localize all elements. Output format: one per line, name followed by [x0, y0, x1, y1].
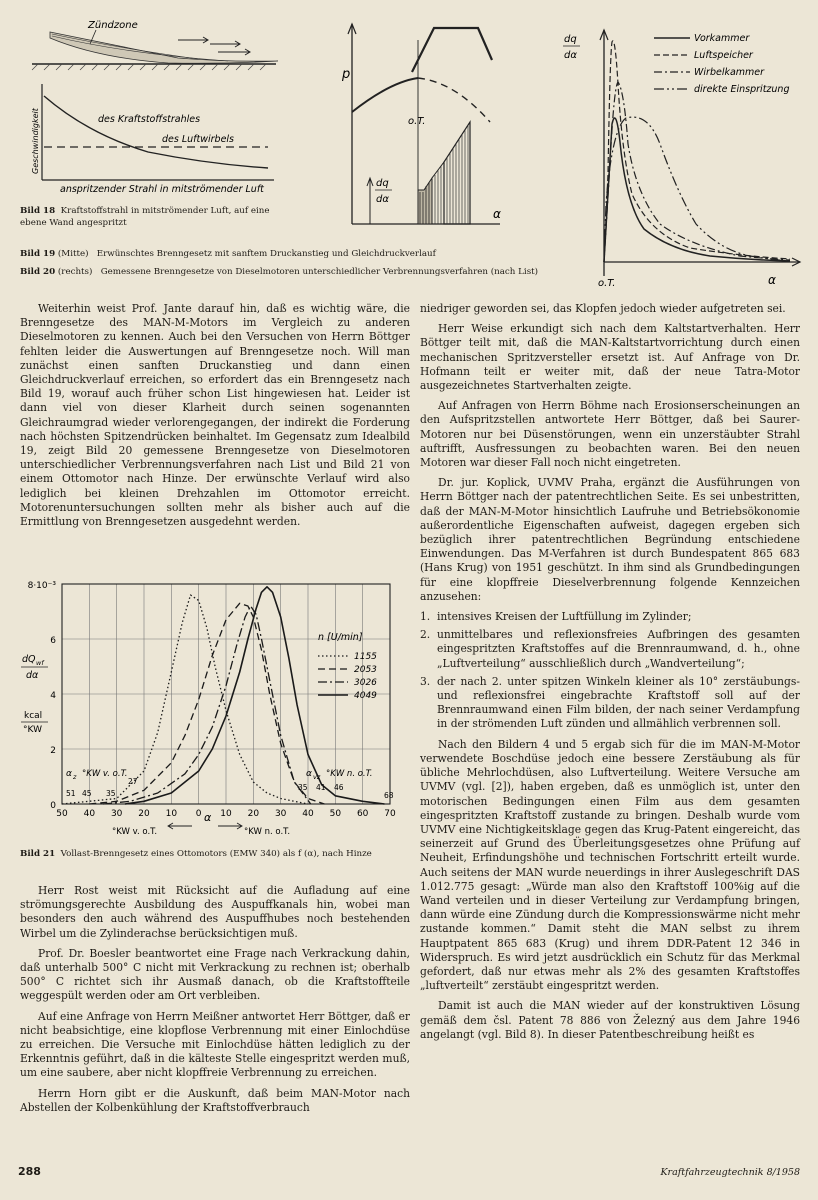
- list-text: der nach 2. unter spitzen Winkeln kleiner als 10° zerstäubungs- und reflexionsfrei eingebrachte Kraftstoff soll auf der Brennraumwand einen Film bilden, der nach seiner Verdampfung in der strömenden Luft zünden und allmählich verbrennen soll.: [437, 674, 800, 731]
- list-number: 2.: [420, 628, 431, 642]
- paragraph: Nach den Bildern 4 und 5 ergab sich für die im MAN-M-Motor verwendete Boschdüse jedoch eine bessere Zerstäubung als für übliche Mehrlochdüsen, also Luftverteilung. Weitere Versuche am UVMV (vgl. [2]), haben ergeben, daß es unmöglich ist, unter den motorischen Bedingungen einen Film aus dem gesamten eingespritzten Kraftstoff zustande zu bringen. Deshalb wurde vom UVMV eine Nichtigkeitsklage gegen das Krug-Patent eingereicht, das seinerzeit auf Grund des Überleitungsgesetzes ohne Prüfung auf Neuheit, Erfindungshöhe und technischen Fortschritt erteilt wurde. Auch seitens der MAN wurde neuerdings in ihrer Auslegeschrift DAS 1.012.775 gesagt: „Würde man also den Kraftstoff 100%ig auf die Wand verteilen und in dieser Verteilung zur Verdampfung bringen, dann würde eine Zündung durch die Kompressionswärme nicht mehr zustande kommen.“ Damit steht die MAN selbst zu ihrem Hauptpatent 865 683 (Krug) und ihrem DDR-Patent 12 346 in Widerspruch. Es wird jetzt ausdrücklich ein Schutz für das Merkmal gefordert, daß nur etwas mehr als 2% des gesamten Kraftstoffes „luftverteilt“ zerstäubt eingespritzt werden.: [420, 737, 800, 993]
- journal-footer: Kraftfahrzeugtechnik 8/1958: [660, 1167, 800, 1178]
- velocity-axis-label: Geschwindigkeit: [31, 108, 40, 174]
- yunit-kw: °KW: [23, 725, 42, 735]
- figure-20-caption: [20, 266, 580, 278]
- figure-18-caption: [20, 205, 295, 229]
- list-item: [420, 675, 800, 732]
- caption-number: Bild 21: [20, 849, 56, 859]
- legend-label: 4049: [354, 691, 377, 701]
- ylabel-da: dα: [26, 670, 39, 681]
- page-number: 288: [18, 1165, 41, 1178]
- legend-wirbelkammer: Wirbelkammer: [694, 67, 765, 78]
- da-label: dα: [376, 194, 389, 205]
- paragraph: Prof. Dr. Boesler beantwortet eine Frage nach Verkrackung dahin, daß unterhalb 500° C nicht mit Verkrackung zu rechnen ist; oberhalb 500° C richtet sich ihr Ausmaß danach, ob die Kraftstoffteile weggespült werden oder am Ort verbleiben.: [20, 946, 410, 1003]
- ot-label: o.T.: [598, 278, 616, 289]
- xlabel-left: °KW v. o.T.: [112, 827, 158, 837]
- x-tick-label: 40: [83, 809, 96, 819]
- series-line-3026: [103, 606, 311, 804]
- caption-position: (Mitte): [57, 249, 89, 259]
- x-tick-label: 50: [329, 809, 342, 819]
- jet-velocity-label: des Kraftstoffstrahles: [98, 114, 201, 125]
- y-tick-label: 0: [50, 801, 56, 811]
- paragraph: Herr Rost weist mit Rücksicht auf die Aufladung auf eine strömungsgerechte Ausbildung des Auspuffkanals hin, wobei man besonders den auch während des Auspuffhubes noch bestehenden Wirbel um die Zylinderachse berücksichtigen muß.: [20, 884, 410, 940]
- alpha-z-label: α: [66, 769, 72, 779]
- alpha-z-sub: z: [73, 773, 77, 781]
- paragraph: Damit ist auch die MAN wieder auf der konstruktiven Lösung gemäß dem čsl. Patent 78 886 von Železný aus dem Jahre 1946 angelangt (vgl. Bild 8). In dieser Patentbeschreibung heißt es: [420, 999, 800, 1041]
- xlabel-alpha: α: [204, 811, 212, 824]
- x-tick-label: 10: [165, 809, 178, 819]
- alpha-label: α: [493, 207, 501, 221]
- caption-text: Kraftstoffstrahl in mitströmender Luft, auf eine ebene Wand angespritzt: [20, 206, 270, 228]
- paragraph: Herrn Horn gibt er die Auskunft, daß beim MAN-Motor nach Abstellen der Kolbenkühlung der Kraftstoffverbrauch: [20, 1086, 410, 1114]
- pressure-label: p: [342, 67, 351, 82]
- caption-text: Erwünschtes Brenngesetz mit sanftem Druckanstieg und Gleichdruckverlauf: [96, 249, 436, 259]
- left-column-top: [20, 302, 410, 535]
- zuendzone-label: Zündzone: [88, 20, 138, 31]
- dq-label: dq: [564, 34, 577, 45]
- patent-criteria-list: [420, 610, 800, 732]
- figure-21: [18, 574, 410, 840]
- x-tick-label: 30: [110, 809, 123, 819]
- figure-18: [28, 14, 290, 198]
- list-number: 3.: [420, 674, 431, 688]
- ylabel-sub: wf: [36, 659, 44, 667]
- vortex-velocity-label: des Luftwirbels: [162, 134, 235, 145]
- legend-luftspeicher: Luftspeicher: [694, 50, 753, 61]
- paragraph: Auf Anfragen von Herrn Böhme nach Erosionserscheinungen an den Aufspritzstellen antwortete Herr Böttger, daß bei Saurer-Motoren nur bei Düsenstörungen, wenn ein unzerstäubter Strahl auftrifft, Ausfressungen zu beobachten waren. Bei den neuen Motoren war dieser Fall noch nicht eingetreten.: [420, 399, 800, 470]
- mark-27: 27: [128, 777, 138, 786]
- legend-label: 3026: [354, 678, 377, 688]
- y-tick-label: 2: [50, 746, 56, 756]
- mark-35: 35: [106, 789, 116, 798]
- x-tick-label: 20: [138, 809, 150, 819]
- paragraph: Herr Weise erkundigt sich nach dem Kaltstartverhalten. Herr Böttger teilt mit, daß die MAN-Kaltstartvorrichtung durch einen mechanischen Spritzversteller ersetzt ist. Auf Anfrage von Dr. Hofmann teilt er weiter mit, daß der neue Tatra-Motor ausgezeichnetes Startverhalten zeigte.: [420, 322, 800, 393]
- y-tick-label: 6: [50, 636, 56, 646]
- mark-r41: 41: [316, 783, 326, 792]
- yunit-kcal: kcal: [24, 711, 43, 721]
- legend-title: n [U/min]: [318, 632, 363, 643]
- alpha-vz-unit: °KW n. o.T.: [326, 769, 373, 779]
- list-text: unmittelbares und reflexionsfreies Aufbringen des gesamten eingespritzten Kraftstoffes auf die Brennraumwand, d. h., ohne „Luftverteilung“ ausschließlich durch „Wandverteilung“;: [437, 628, 800, 670]
- mark-45: 45: [82, 789, 92, 798]
- x-tick-label: 0: [195, 809, 202, 819]
- mark-r35: 35: [298, 783, 308, 792]
- list-text: intensives Kreisen der Luftfüllung im Zylinder;: [437, 610, 692, 624]
- alpha-label: α: [768, 273, 776, 287]
- paragraph: niedriger geworden sei, das Klopfen jedoch wieder aufgetreten sei.: [420, 302, 786, 315]
- caption-number: Bild 20: [20, 267, 56, 277]
- legend-vorkammer: Vorkammer: [694, 33, 750, 44]
- caption-text: Vollast-Brenngesetz eines Ottomotors (EMW 340) als f (α), nach Hinze: [60, 849, 372, 859]
- mark-51: 51: [66, 789, 76, 798]
- figure-19: [330, 12, 510, 232]
- ylabel-dq: dQ: [22, 654, 36, 665]
- x-tick-label: 30: [274, 809, 287, 819]
- mark-r68: 68: [384, 791, 394, 800]
- paragraph: Weiterhin weist Prof. Jante darauf hin, daß es wichtig wäre, die Brenngesetze des MAN-M-Motors im Vergleich zu anderen Dieselmotoren zu kennen. Auch bei den Versuchen von Herrn Böttger fehlten leider die Auswertungen auf Brenngesetze noch. Will man zunächst einen sanften Druckanstieg und dann einen Gleichdruckverlauf erreichen, so erfordert das ein Brenngesetz nach Bild 19, worauf auch früher schon List hingewiesen hat. Leider ist dann viel von dieser Klarheit durch seinen sogenannten Gleichraumgrad wieder verlorengegangen, der indirekt die Forderung nach höchsten Spitzendrücken beinhaltet. Im Gegensatz zum Idealbild 19, zeigt Bild 20 gemessene Brenngesetze von Dieselmotoren unterschiedlicher Verbrennungsverfahren nach List und Bild 21 von einem Ottomotor nach Hinze. Der erwünschte Verlauf wird also lediglich bei kleinen Drehzahlen im Ottomotor erreicht. Motorenuntersuchungen sollten mehr als bisher auch auf die Ermittlung von Brenngesetzen ausgedehnt werden.: [20, 302, 410, 529]
- da-label: dα: [564, 50, 577, 61]
- ot-label: o.T.: [408, 116, 426, 127]
- legend-label: 2053: [354, 665, 377, 675]
- alpha-vz-sub: vz: [313, 773, 321, 781]
- figure-21-caption: [20, 848, 410, 860]
- xlabel-right: °KW n. o.T.: [244, 827, 291, 837]
- caption-text: Gemessene Brenngesetze von Dieselmotoren unterschiedlicher Verbrennungsverfahren (nach List): [100, 267, 539, 277]
- y-tick-label: 4: [50, 691, 56, 701]
- caption-number: Bild 18: [20, 206, 56, 216]
- list-item: [420, 610, 800, 624]
- x-tick-label: 70: [384, 809, 396, 819]
- figure-20: [560, 24, 810, 290]
- figure-19-caption: [20, 248, 560, 260]
- dq-label: dq: [376, 178, 389, 189]
- left-column-bottom: [20, 884, 410, 1121]
- x-tick-label: 10: [220, 809, 232, 819]
- paragraph: Dr. jur. Koplick, UVMV Praha, ergänzt die Ausführungen von Herrn Böttger nach der patentrechtlichen Seite. Es sei unbestritten, daß der MAN-M-Motor hinsichtlich Laufruhe und Betriebsökonomie außerordentliche Eigenschaften aufweist, dagegen ergeben sich bezüglich ihrer patentrechtlichen Begründung entschiedene Einwendungen. Das M-Verfahren ist durch Bundespatent 865 683 (Hans Krug) von 1951 geschützt. In ihm sind als Grundbedingungen für eine klopffreie Dieselverbrennung folgende Kennzeichen anzusehen:: [420, 476, 800, 603]
- list-item: [420, 628, 800, 671]
- alpha-vz-label: α: [306, 769, 312, 779]
- x-tick-label: 20: [247, 809, 260, 819]
- fig18-graph-caption: anspritzender Strahl in mitströmender Luft: [60, 184, 264, 195]
- caption-number: Bild 19: [20, 249, 56, 259]
- legend-label: 1155: [354, 652, 377, 662]
- x-tick-label: 40: [302, 809, 314, 819]
- list-number: 1.: [420, 610, 431, 624]
- alpha-z-unit: °KW v. o.T.: [82, 769, 128, 779]
- right-column: [420, 302, 800, 1048]
- x-tick-label: 60: [356, 809, 369, 819]
- legend-direkte-einspritzung: direkte Einspritzung: [694, 84, 790, 95]
- caption-position: (rechts): [57, 267, 93, 277]
- y-tick-label: 8·10⁻³: [27, 581, 56, 591]
- mark-r46: 46: [334, 783, 344, 792]
- paragraph: Auf eine Anfrage von Herrn Meißner antwortet Herr Böttger, daß er nicht beabsichtige, eine klopflose Verbrennung mit einer Einlochdüse zu erreichen. Die Versuche mit Einlochdüse hätten lediglich zu der Erkenntnis geführt, daß in die kälteste Stelle eingespritzt werden muß, um eine saubere, aber nicht klopffreie Verbrennung zu erreichen.: [20, 1009, 410, 1080]
- x-tick-label: 50: [56, 809, 68, 819]
